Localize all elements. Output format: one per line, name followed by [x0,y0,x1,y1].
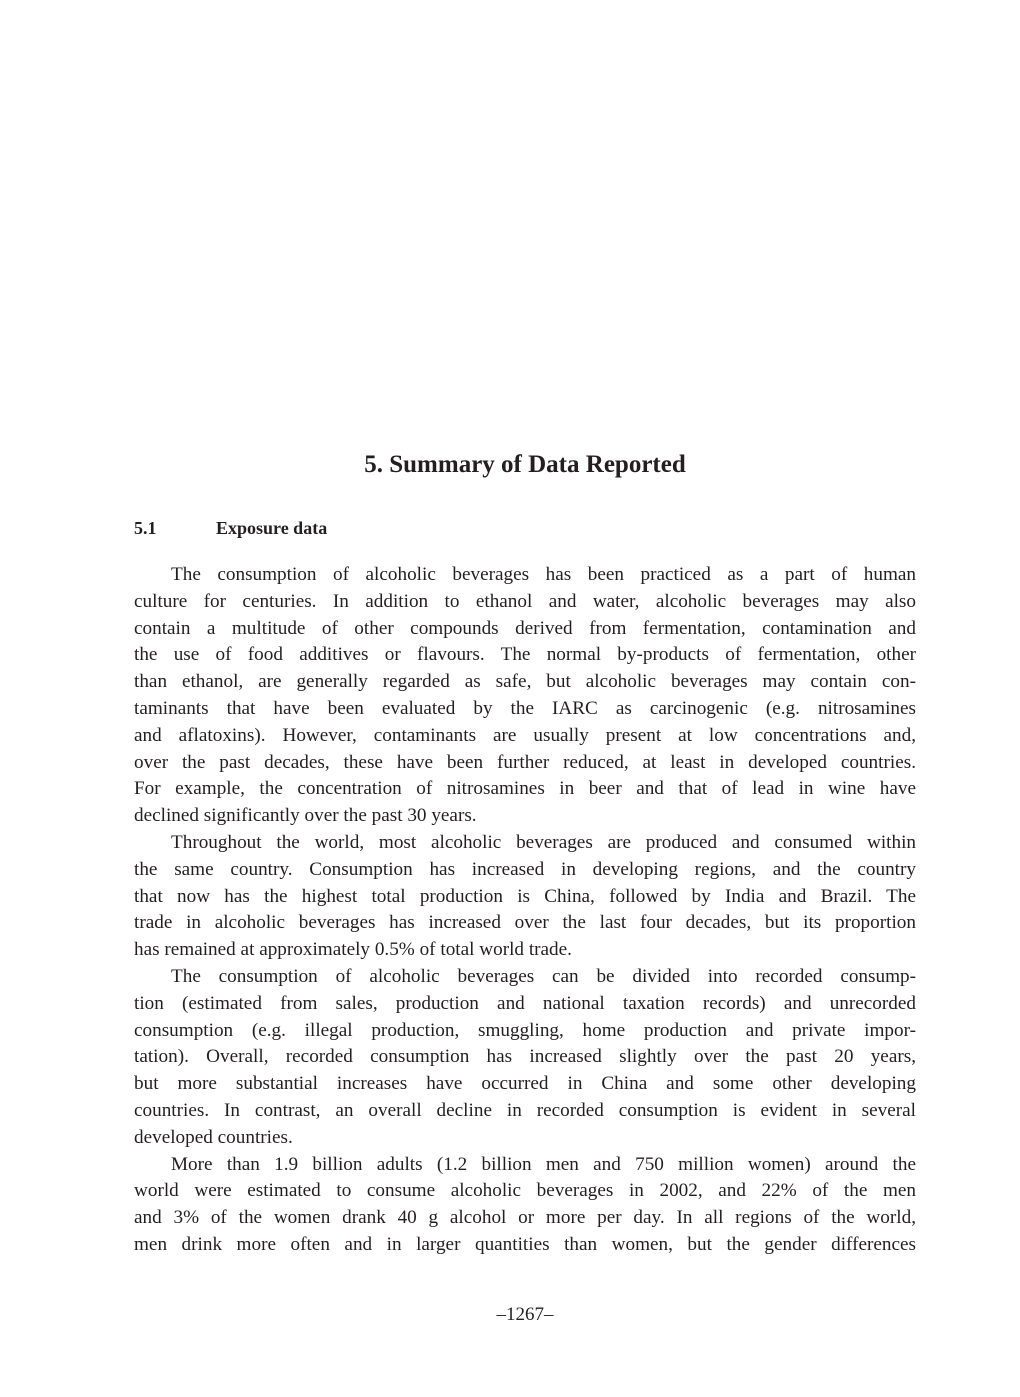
section-title: Exposure data [216,518,328,538]
text-line: culture for centuries. In addition to ethanol and water, alcoholic beverages may also [134,590,916,612]
text-line: More than 1.9 billion adults (1.2 billion men and 750 million women) around the [171,1153,916,1175]
text-line: countries. In contrast, an overall decline in recorded consumption is evident in several [134,1099,916,1121]
text-line: and aflatoxins). However, contaminants are usually present at low concentrations and, [134,724,916,746]
text-line: trade in alcoholic beverages has increased over the last four decades, but its proportion [134,912,916,934]
page-number: –1267– [496,1304,554,1325]
text-line: For example, the concentration of nitrosamines in beer and that of lead in wine have [134,778,916,800]
text-line: the use of food additives or flavours. The normal by-products of fermentation, other [134,644,916,666]
text-line: the same country. Consumption has increased in developing regions, and the country [134,858,916,880]
text-line: over the past decades, these have been further reduced, at least in developed countries. [134,751,916,773]
text-line: The consumption of alcoholic beverages can be divided into recorded consump- [171,965,916,987]
text-line: tation). Overall, recorded consumption has increased slightly over the past 20 years, [134,1046,916,1068]
text-line: than ethanol, are generally regarded as safe, but alcoholic beverages may contain con- [134,671,916,693]
text-line: tion (estimated from sales, production and national taxation records) and unrecorded [134,992,916,1014]
section-heading [134,518,327,539]
text-line: men drink more often and in larger quantities than women, but the gender differences [134,1233,916,1255]
text-line: that now has the highest total production is China, followed by India and Brazil. The [134,885,916,907]
text-line: but more substantial increases have occurred in China and some other developing [134,1073,916,1095]
section-number: 5.1 [134,518,157,538]
text-line: consumption (e.g. illegal production, smuggling, home production and private impor- [134,1019,916,1041]
text-line: and 3% of the women drank 40 g alcohol or more per day. In all regions of the world, [134,1207,916,1229]
text-line: world were estimated to consume alcoholic beverages in 2002, and 22% of the men [134,1180,916,1202]
text-line: Throughout the world, most alcoholic beverages are produced and consumed within [171,831,916,853]
text-line: developed countries. [134,1126,293,1148]
chapter-title: 5. Summary of Data Reported [364,451,686,478]
text-line: The consumption of alcoholic beverages has been practiced as a part of human [171,564,916,585]
body-text [134,562,916,1259]
text-line: taminants that have been evaluated by the IARC as carcinogenic (e.g. nitrosamines [134,697,916,719]
text-line: has remained at approximately 0.5% of total world trade. [134,939,572,961]
text-line: declined significantly over the past 30 years. [134,805,477,827]
text-line: contain a multitude of other compounds derived from fermentation, contamination and [134,617,916,639]
